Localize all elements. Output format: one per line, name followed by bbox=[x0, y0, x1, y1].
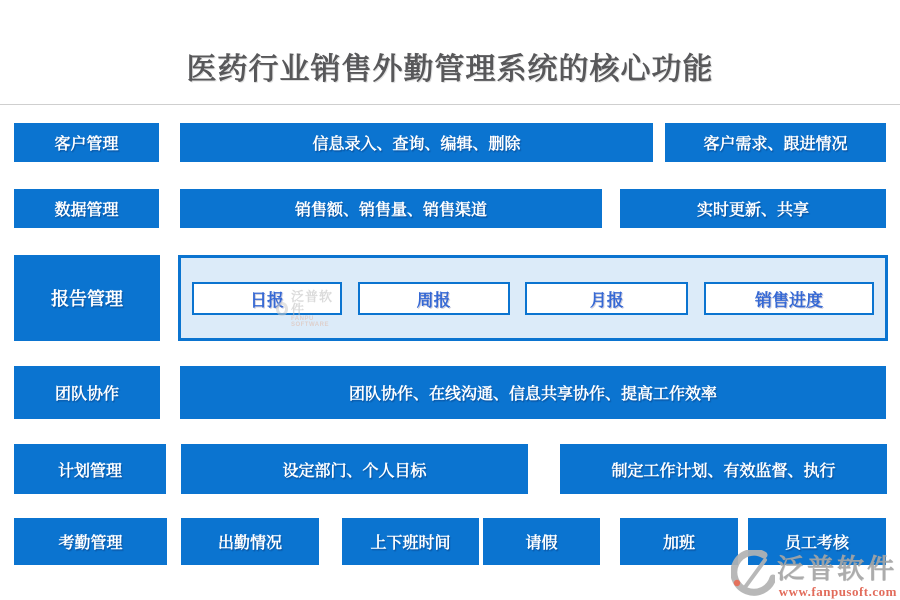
block-label: 客户需求、跟进情况 bbox=[703, 136, 848, 153]
block-realtime-share bbox=[620, 189, 886, 228]
sub-button-label: 周报 bbox=[416, 290, 451, 310]
block-leave bbox=[483, 518, 600, 565]
report-types-container bbox=[178, 255, 888, 341]
page-title: 医药行业销售外勤管理系统的核心功能 bbox=[186, 53, 714, 86]
block-label: 加班 bbox=[662, 535, 695, 552]
sub-button-label: 日报 bbox=[250, 290, 284, 310]
block-label: 信息录入、查询、编辑、删除 bbox=[312, 136, 521, 153]
block-label: 数据管理 bbox=[54, 202, 119, 219]
block-team-collab bbox=[14, 366, 160, 419]
block-label: 计划管理 bbox=[57, 462, 122, 480]
block-label: 考勤管理 bbox=[58, 535, 123, 552]
fanpu-brand-text: 泛普软件 bbox=[777, 554, 897, 584]
block-sales-metrics bbox=[180, 189, 602, 228]
report-daily-button bbox=[192, 282, 342, 328]
block-label: 报告管理 bbox=[51, 289, 123, 309]
block-report-mgmt bbox=[14, 255, 160, 341]
sub-button-label: 月报 bbox=[589, 290, 624, 310]
block-work-plan bbox=[560, 444, 887, 494]
block-label: 请假 bbox=[525, 535, 558, 552]
block-goal-setting bbox=[181, 444, 528, 494]
title-divider bbox=[0, 104, 900, 105]
block-data-mgmt bbox=[14, 189, 159, 228]
report-sales-progress-button bbox=[704, 282, 874, 315]
block-plan-mgmt bbox=[14, 444, 166, 494]
block-overtime bbox=[620, 518, 738, 565]
fanpu-brand-text: 泛普软件 bbox=[290, 288, 333, 317]
fanpu-url-text: www.fanpusoft.com bbox=[778, 584, 897, 599]
block-label: 实时更新、共享 bbox=[696, 202, 809, 219]
block-label: 制定工作计划、有效监督、执行 bbox=[611, 462, 836, 480]
fanpu-footer-watermark bbox=[731, 550, 897, 598]
block-customer-mgmt bbox=[14, 123, 159, 162]
sub-button-label: 销售进度 bbox=[754, 290, 823, 310]
fanpu-brand-en-text: FANPU SOFTWARE bbox=[290, 315, 329, 328]
block-work-hours bbox=[342, 518, 479, 565]
block-label: 团队协作、在线沟通、信息共享协作、提高工作效率 bbox=[348, 386, 717, 403]
fanpu-logo-icon bbox=[731, 550, 775, 598]
block-label: 销售额、销售量、销售渠道 bbox=[294, 202, 487, 219]
block-label: 设定部门、个人目标 bbox=[282, 462, 427, 480]
block-attendance-status bbox=[181, 518, 319, 565]
block-label: 上下班时间 bbox=[370, 535, 451, 552]
block-label: 团队协作 bbox=[54, 386, 119, 403]
block-label: 客户管理 bbox=[54, 136, 119, 153]
block-label: 出勤情况 bbox=[217, 535, 282, 552]
block-attendance-mgmt bbox=[14, 518, 167, 565]
fanpu-inline-watermark bbox=[276, 290, 340, 328]
block-info-entry bbox=[180, 123, 653, 162]
block-customer-needs bbox=[665, 123, 886, 162]
report-weekly-button bbox=[358, 282, 510, 315]
report-monthly-button bbox=[525, 282, 688, 315]
block-team-collab-detail bbox=[180, 366, 886, 419]
block-label: 员工考核 bbox=[784, 535, 849, 552]
